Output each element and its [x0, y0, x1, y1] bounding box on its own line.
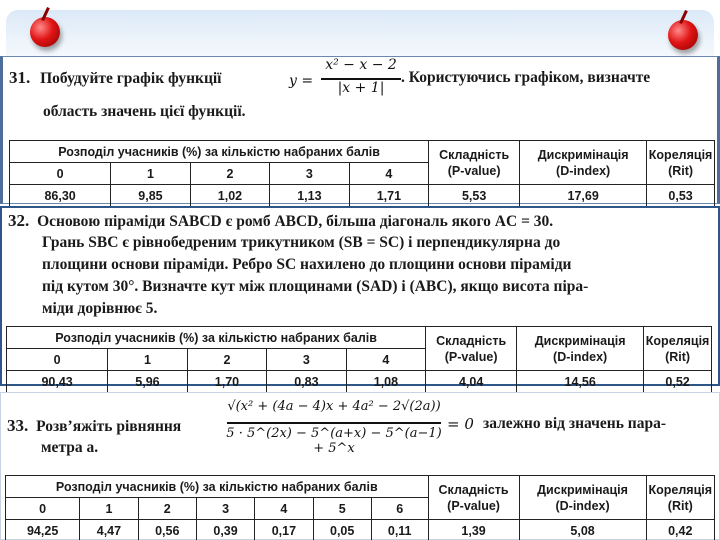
score-cell: 3: [270, 163, 349, 185]
question-text: Побудуйте графік функції: [40, 70, 222, 87]
correlation-header: Кореляція (Rit): [647, 141, 715, 185]
score-cell: 1: [108, 349, 187, 371]
question-33-line1: [7, 415, 181, 438]
distribution-header: Розподіл учасників (%) за кількістю набраних балів: [6, 476, 429, 498]
percent-cell: 1,08: [346, 371, 426, 393]
score-cell: 0: [6, 498, 80, 520]
discrimination-header: Дискримінація (D-index): [517, 327, 644, 371]
correlation-header: Кореляція (Rit): [644, 327, 712, 371]
difficulty-value: 1,39: [428, 520, 519, 540]
formula-lhs: [289, 63, 314, 89]
percent-cell: 90,43: [7, 371, 108, 393]
score-cell: 4: [346, 349, 426, 371]
percent-cell: 4,47: [80, 520, 138, 540]
correlation-value: 0,53: [647, 185, 715, 207]
formula-equals: = 0: [447, 415, 474, 433]
percent-cell: 0,39: [196, 520, 254, 540]
percent-cell: 0,17: [255, 520, 313, 540]
score-cell: 3: [196, 498, 254, 520]
question-text: Розв’яжіть рівняння: [36, 418, 182, 435]
score-cell: 0: [10, 163, 111, 185]
difficulty-header: Складність (P-value): [426, 327, 517, 371]
score-cell: 4: [255, 498, 313, 520]
percent-cell: 94,25: [6, 520, 80, 540]
question-number: 32.: [8, 211, 30, 230]
question-31-line1: [9, 67, 222, 90]
formula-denominator: 5 · 5^(2x) − 5^(a+x) − 5^(a−1) + 5^x: [226, 426, 442, 456]
question-text: Основою піраміди SABCD є ромб ABCD, більша діагональ якого AC = 30.: [37, 213, 554, 230]
discrimination-header: Дискримінація (D-index): [520, 141, 647, 185]
fraction-bar: [227, 422, 441, 424]
question-31-text-c: область значень цієї функції.: [43, 103, 246, 120]
discrimination-header: Дискримінація (D-index): [519, 476, 646, 520]
question-32-line3: площини основи піраміди. Ребро SC нахилено до площини основи піраміди: [42, 256, 572, 273]
question-number: 31.: [9, 68, 31, 87]
formula-numerator: √(x² + (4a − 4)x + 4a² − 2√(2a)): [227, 399, 441, 414]
question-32-panel: [0, 206, 720, 389]
percent-cell: 1,71: [349, 185, 429, 207]
question-31-text-b: . Користуючись графіком, визначте: [401, 69, 651, 86]
pushpin-icon: [668, 20, 698, 50]
stats-table-32: [6, 326, 712, 393]
percent-cell: 5,96: [108, 371, 187, 393]
difficulty-value: 4,04: [426, 371, 517, 393]
question-31-panel: [0, 56, 720, 204]
percent-cell: 0,56: [138, 520, 196, 540]
percent-cell: 0,83: [267, 371, 346, 393]
correlation-header: Кореляція (Rit): [646, 476, 714, 520]
percent-cell: 0,05: [313, 520, 371, 540]
question-33-text-b: залежно від значень пара-: [483, 415, 667, 432]
question-32-line5: міди дорівнює 5.: [42, 300, 158, 317]
score-cell: 0: [7, 349, 108, 371]
slide-header-bar: [6, 10, 714, 58]
formula-numerator: x² − x − 2: [325, 57, 397, 73]
score-cell: 1: [111, 163, 190, 185]
percent-cell: 1,70: [187, 371, 266, 393]
distribution-header: Розподіл учасників (%) за кількістю набраних балів: [10, 141, 429, 163]
correlation-value: 0,42: [646, 520, 714, 540]
stats-table-31: [9, 140, 715, 207]
discrimination-value: 17,69: [520, 185, 647, 207]
formula-denominator: |x + 1|: [337, 80, 385, 96]
score-cell: 2: [138, 498, 196, 520]
question-33-panel: [0, 392, 720, 540]
score-cell: 3: [267, 349, 346, 371]
formula-lhs-text: y =: [289, 73, 314, 89]
score-cell: 2: [190, 163, 269, 185]
distribution-header: Розподіл учасників (%) за кількістю набраних балів: [7, 327, 426, 349]
score-cell: 6: [371, 498, 428, 520]
percent-cell: 9,85: [111, 185, 190, 207]
score-cell: 5: [313, 498, 371, 520]
discrimination-value: 14,56: [517, 371, 644, 393]
discrimination-value: 5,08: [519, 520, 646, 540]
score-cell: 4: [349, 163, 429, 185]
difficulty-header: Складність (P-value): [428, 476, 519, 520]
pushpin-icon: [30, 17, 60, 47]
correlation-value: 0,52: [644, 371, 712, 393]
difficulty-header: Складність (P-value): [429, 141, 520, 185]
stats-table-33: [5, 475, 715, 540]
question-32-line1: [8, 210, 553, 233]
question-32-line4: під кутом 30°. Визначте кут між площинами (SAD) і (ABC), якщо висота піра-: [42, 278, 589, 295]
difficulty-value: 5,53: [429, 185, 520, 207]
question-32-line2: Грань SBC є рівнобедреним трикутником (SB = SC) і перпендикулярна до: [42, 234, 561, 251]
percent-cell: 1,13: [270, 185, 349, 207]
percent-cell: 86,30: [10, 185, 111, 207]
percent-cell: 0,11: [371, 520, 428, 540]
question-33-text-c: метра a.: [41, 439, 99, 456]
score-cell: 1: [80, 498, 138, 520]
percent-cell: 1,02: [190, 185, 269, 207]
score-cell: 2: [187, 349, 266, 371]
question-number: 33.: [7, 416, 29, 435]
